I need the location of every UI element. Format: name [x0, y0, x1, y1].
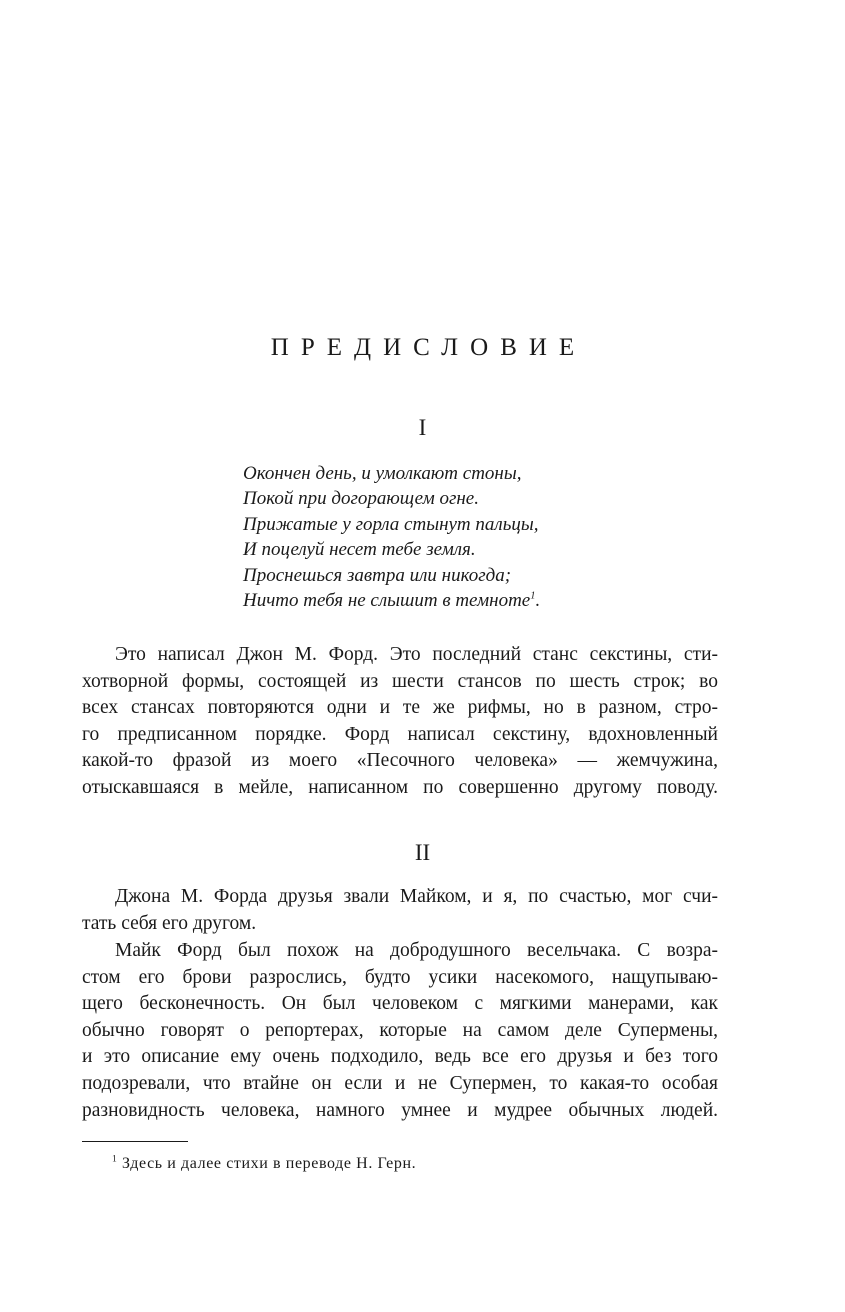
poem-line: Прижатые у горла стынут пальцы,	[243, 513, 539, 535]
poem-stanza	[243, 461, 540, 613]
footnote-mark: 1	[112, 1153, 118, 1165]
paragraph-line: стом его брови разрослись, будто усики насекомого, нащупываю-	[82, 966, 718, 988]
section-number-1: I	[418, 415, 427, 440]
section-number-2: II	[414, 840, 431, 865]
poem-end-punctuation: .	[535, 590, 541, 612]
footnote-text: Здесь и далее стихи в переводе Н. Герн.	[122, 1155, 417, 1172]
poem-line: И поцелуй несет тебе земля.	[243, 539, 476, 561]
footnote-divider	[82, 1141, 188, 1142]
poem-line: Покой при догорающем огне.	[243, 488, 479, 510]
chapter-title: ПРЕДИСЛОВИЕ	[270, 334, 587, 361]
poem-line: Проснешься завтра или никогда;	[243, 564, 512, 586]
paragraph-line: отыскавшаяся в мейле, написанном по совершенно другому поводу.	[82, 776, 718, 798]
poem-line: Окончен день, и умолкают стоны,	[243, 463, 522, 484]
paragraph-line: Джона М. Форда друзья звали Майком, и я, по счастью, мог счи-	[115, 886, 718, 907]
paragraph-1	[82, 642, 718, 802]
paragraph-line: Это написал Джон М. Форд. Это последний станс секстины, сти-	[115, 644, 718, 665]
paragraph-2	[82, 884, 718, 937]
paragraph-line: какой-то фразой из моего «Песочного человека» — жемчужина,	[82, 750, 718, 772]
footnote-reference: 1	[530, 590, 536, 602]
paragraph-line: обычно говорят о репортерах, которые на самом деле Супермены,	[82, 1019, 718, 1041]
paragraph-3	[82, 938, 718, 1124]
paragraph-line: щего бесконечность. Он был человеком с мягкими манерами, как	[82, 993, 718, 1015]
paragraph-line: подозревали, что втайне он если и не Супермен, то какая-то особая	[82, 1072, 718, 1094]
paragraph-line: разновидность человека, намного умнее и мудрее обычных людей.	[82, 1099, 718, 1121]
paragraph-line: Майк Форд был похож на добродушного весельчака. С возра-	[115, 940, 718, 961]
poem-line-text: Ничто тебя не слышит в темноте	[243, 590, 531, 612]
paragraph-line: всех стансах повторяются одни и те же рифмы, но в разном, стро-	[82, 697, 718, 719]
paragraph-line: хотворной формы, состоящей из шести стансов по шесть строк; во	[82, 670, 718, 692]
poem-line-last	[243, 588, 540, 613]
paragraph-line: и это описание ему очень подходило, ведь все его друзья и без того	[82, 1046, 718, 1068]
paragraph-line: тать себя его другом.	[82, 912, 257, 934]
footnote	[112, 1155, 416, 1173]
paragraph-line: го предписанном порядке. Форд написал секстину, вдохновленный	[82, 723, 718, 745]
